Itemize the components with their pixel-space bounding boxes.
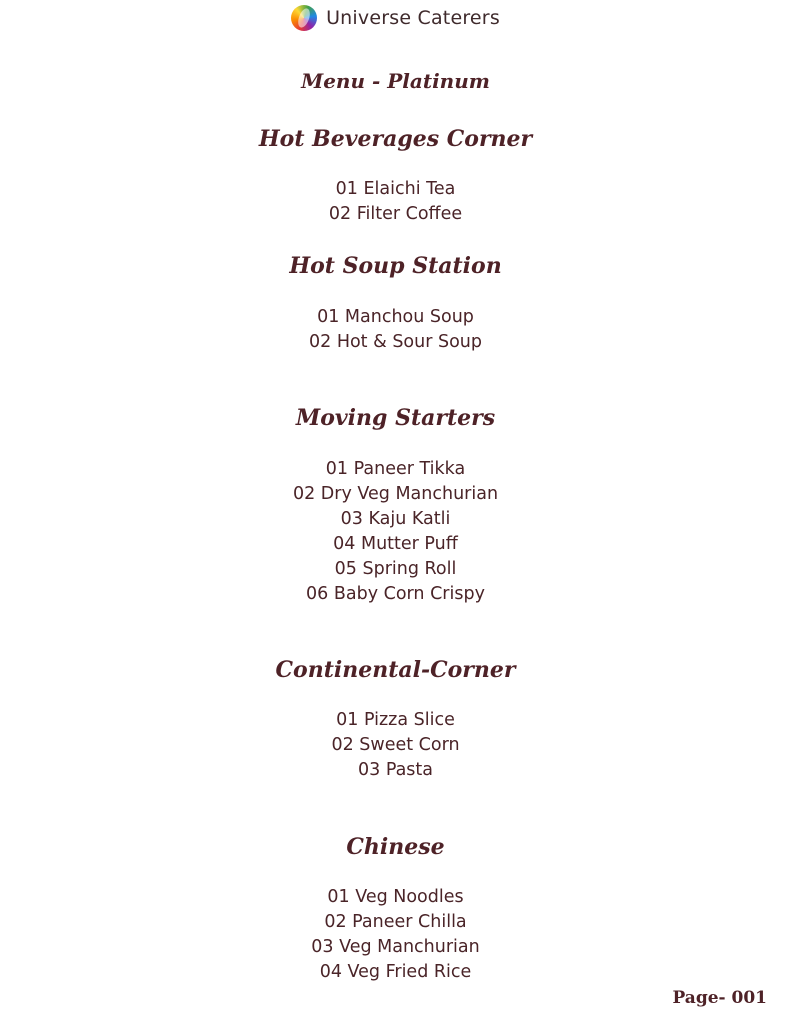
menu-title: Menu - Platinum	[301, 69, 490, 93]
list-item: 02 Paneer Chilla	[324, 912, 467, 932]
list-item: 01 Elaichi Tea	[335, 179, 456, 199]
list-item: 01 Pizza Slice	[336, 710, 455, 730]
list-item: 02 Sweet Corn	[331, 735, 460, 755]
brand-name: Universe Caterers	[326, 7, 500, 29]
list-item: 01 Paneer Tikka	[325, 459, 466, 479]
section-title-moving-starters: Moving Starters	[295, 405, 496, 431]
list-item: 06 Baby Corn Crispy	[306, 584, 485, 604]
list-item: 04 Veg Fried Rice	[319, 962, 472, 982]
list-item: 03 Pasta	[357, 760, 434, 780]
list-item: 04 Mutter Puff	[333, 534, 458, 554]
list-item: 02 Dry Veg Manchurian	[292, 484, 499, 504]
page-number: Page- 001	[672, 988, 767, 1008]
section-title-hot-soup: Hot Soup Station	[289, 253, 502, 279]
list-item: 05 Spring Roll	[334, 559, 457, 579]
section-items-hot-soup	[0, 305, 791, 355]
brand-header	[0, 5, 791, 31]
section-title-hot-beverages: Hot Beverages Corner	[258, 126, 533, 152]
list-item: 01 Manchou Soup	[317, 307, 474, 327]
list-item: 02 Hot & Sour Soup	[308, 332, 482, 352]
section-items-chinese	[0, 885, 791, 985]
section-items-hot-beverages	[0, 177, 791, 227]
list-item: 01 Veg Noodles	[327, 887, 464, 907]
section-items-moving-starters	[0, 457, 791, 607]
section-title-chinese: Chinese	[346, 834, 445, 860]
list-item: 03 Kaju Katli	[340, 509, 451, 529]
rainbow-globe-icon	[291, 5, 317, 31]
list-item: 02 Filter Coffee	[328, 204, 463, 224]
list-item: 03 Veg Manchurian	[311, 937, 480, 957]
section-title-continental: Continental-Corner	[275, 657, 516, 683]
section-items-continental	[0, 708, 791, 783]
